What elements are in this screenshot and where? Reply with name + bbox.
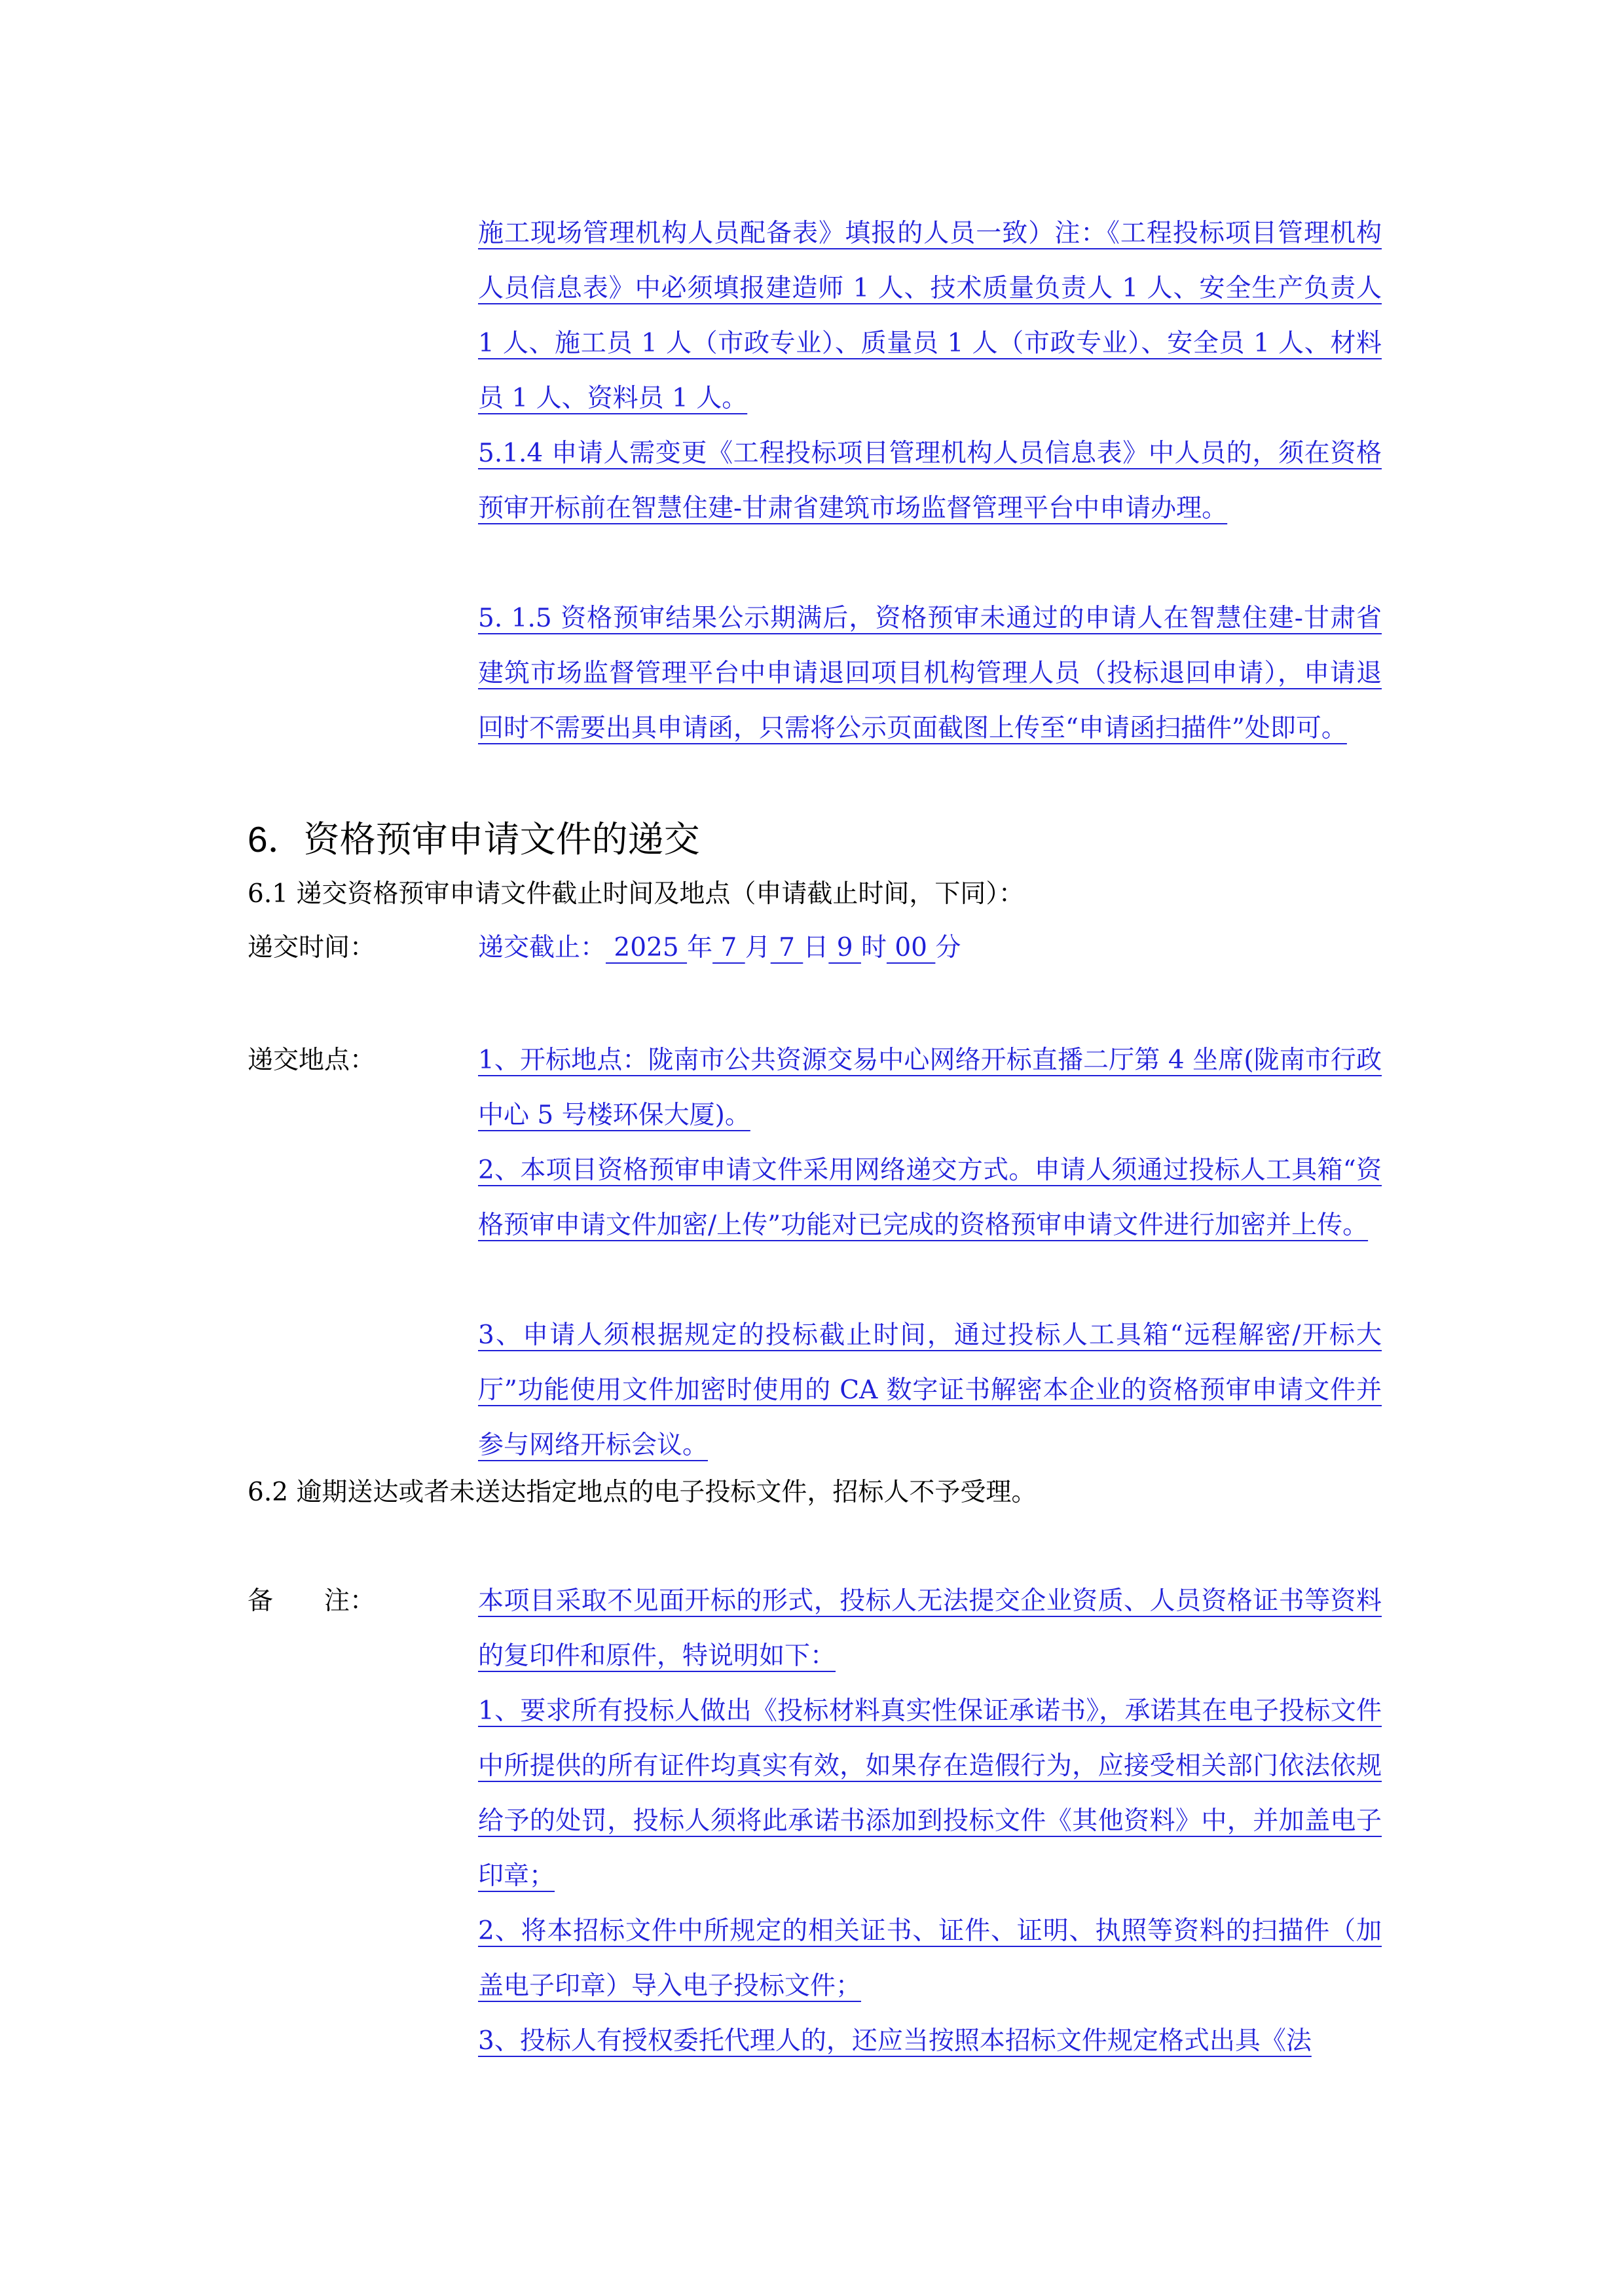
clause-5-1-5: 5. 1.5 资格预审结果公示期满后，资格预审未通过的申请人在智慧住建-甘肃省建筑市场监督管理平台中申请退回项目机构管理人员（投标退回申请），申请退回时不需要出具申请函，只需将公示页面截图上传至“申请函扫描件”处即可。 xyxy=(478,604,1382,743)
remarks-label: 备 注： xyxy=(248,1586,376,1616)
clause-6-1: 6.1 递交资格预审申请文件截止时间及地点（申请截止时间，下同）： xyxy=(248,879,1024,909)
submit-place-item-1: 1、开标地点：陇南市公共资源交易中心网络开标直播二厅第 4 坐席(陇南市行政中心 5 号楼环保大厦)。 xyxy=(478,1046,1382,1130)
submit-time-value: 递交截止： 2025 年 7 月 7 日 9 时 00 分 xyxy=(478,933,961,962)
submit-place-item-2: 2、本项目资格预审申请文件采用网络递交方式。申请人须通过投标人工具箱“资格预审申请文件加密/上传”功能对已完成的资格预审申请文件进行加密并上传。 xyxy=(478,1156,1382,1240)
remarks-item-1: 1、要求所有投标人做出《投标材料真实性保证承诺书》，承诺其在电子投标文件中所提供的所有证件均真实有效，如果存在造假行为，应接受相关部门依法依规给予的处罚，投标人须将此承诺书添加到投标文件《其他资料》中，并加盖电子印章； xyxy=(478,1696,1382,1891)
remarks-item-3: 3、投标人有授权委托代理人的，还应当按照本招标文件规定格式出具《法 xyxy=(478,2026,1312,2056)
submit-place-item-3: 3、申请人须根据规定的投标截止时间，通过投标人工具箱“远程解密/开标大厅”功能使用文件加密时使用的 CA 数字证书解密本企业的资格预审申请文件并参与网络开标会议。 xyxy=(478,1321,1382,1460)
section-6-heading: 6．资格预审申请文件的递交 xyxy=(248,818,700,860)
clause-6-2: 6.2 逾期送达或者未送达指定地点的电子投标文件，招标人不予受理。 xyxy=(248,1478,1037,1507)
submit-place-label: 递交地点： xyxy=(248,1046,376,1075)
continuation-paragraph: 施工现场管理机构人员配备表》填报的人员一致）注：《工程投标项目管理机构人员信息表》中必须填报建造师 1 人、技术质量负责人 1 人、安全生产负责人 1 人、施工员 1 人（市政专业）、质量员 1 人（市政专业）、安全员 1 人、材料员 1 人、资料员 1 人。 xyxy=(478,219,1382,413)
submit-time-label: 递交时间： xyxy=(248,933,376,962)
remarks-item-2: 2、将本招标文件中所规定的相关证书、证件、证明、执照等资料的扫描件（加盖电子印章）导入电子投标文件； xyxy=(478,1916,1382,2001)
remarks-intro: 本项目采取不见面开标的形式，投标人无法提交企业资质、人员资格证书等资料的复印件和原件，特说明如下： xyxy=(478,1586,1382,1671)
clause-5-1-4: 5.1.4 申请人需变更《工程投标项目管理机构人员信息表》中人员的，须在资格预审开标前在智慧住建-甘肃省建筑市场监督管理平台中申请办理。 xyxy=(478,439,1382,523)
